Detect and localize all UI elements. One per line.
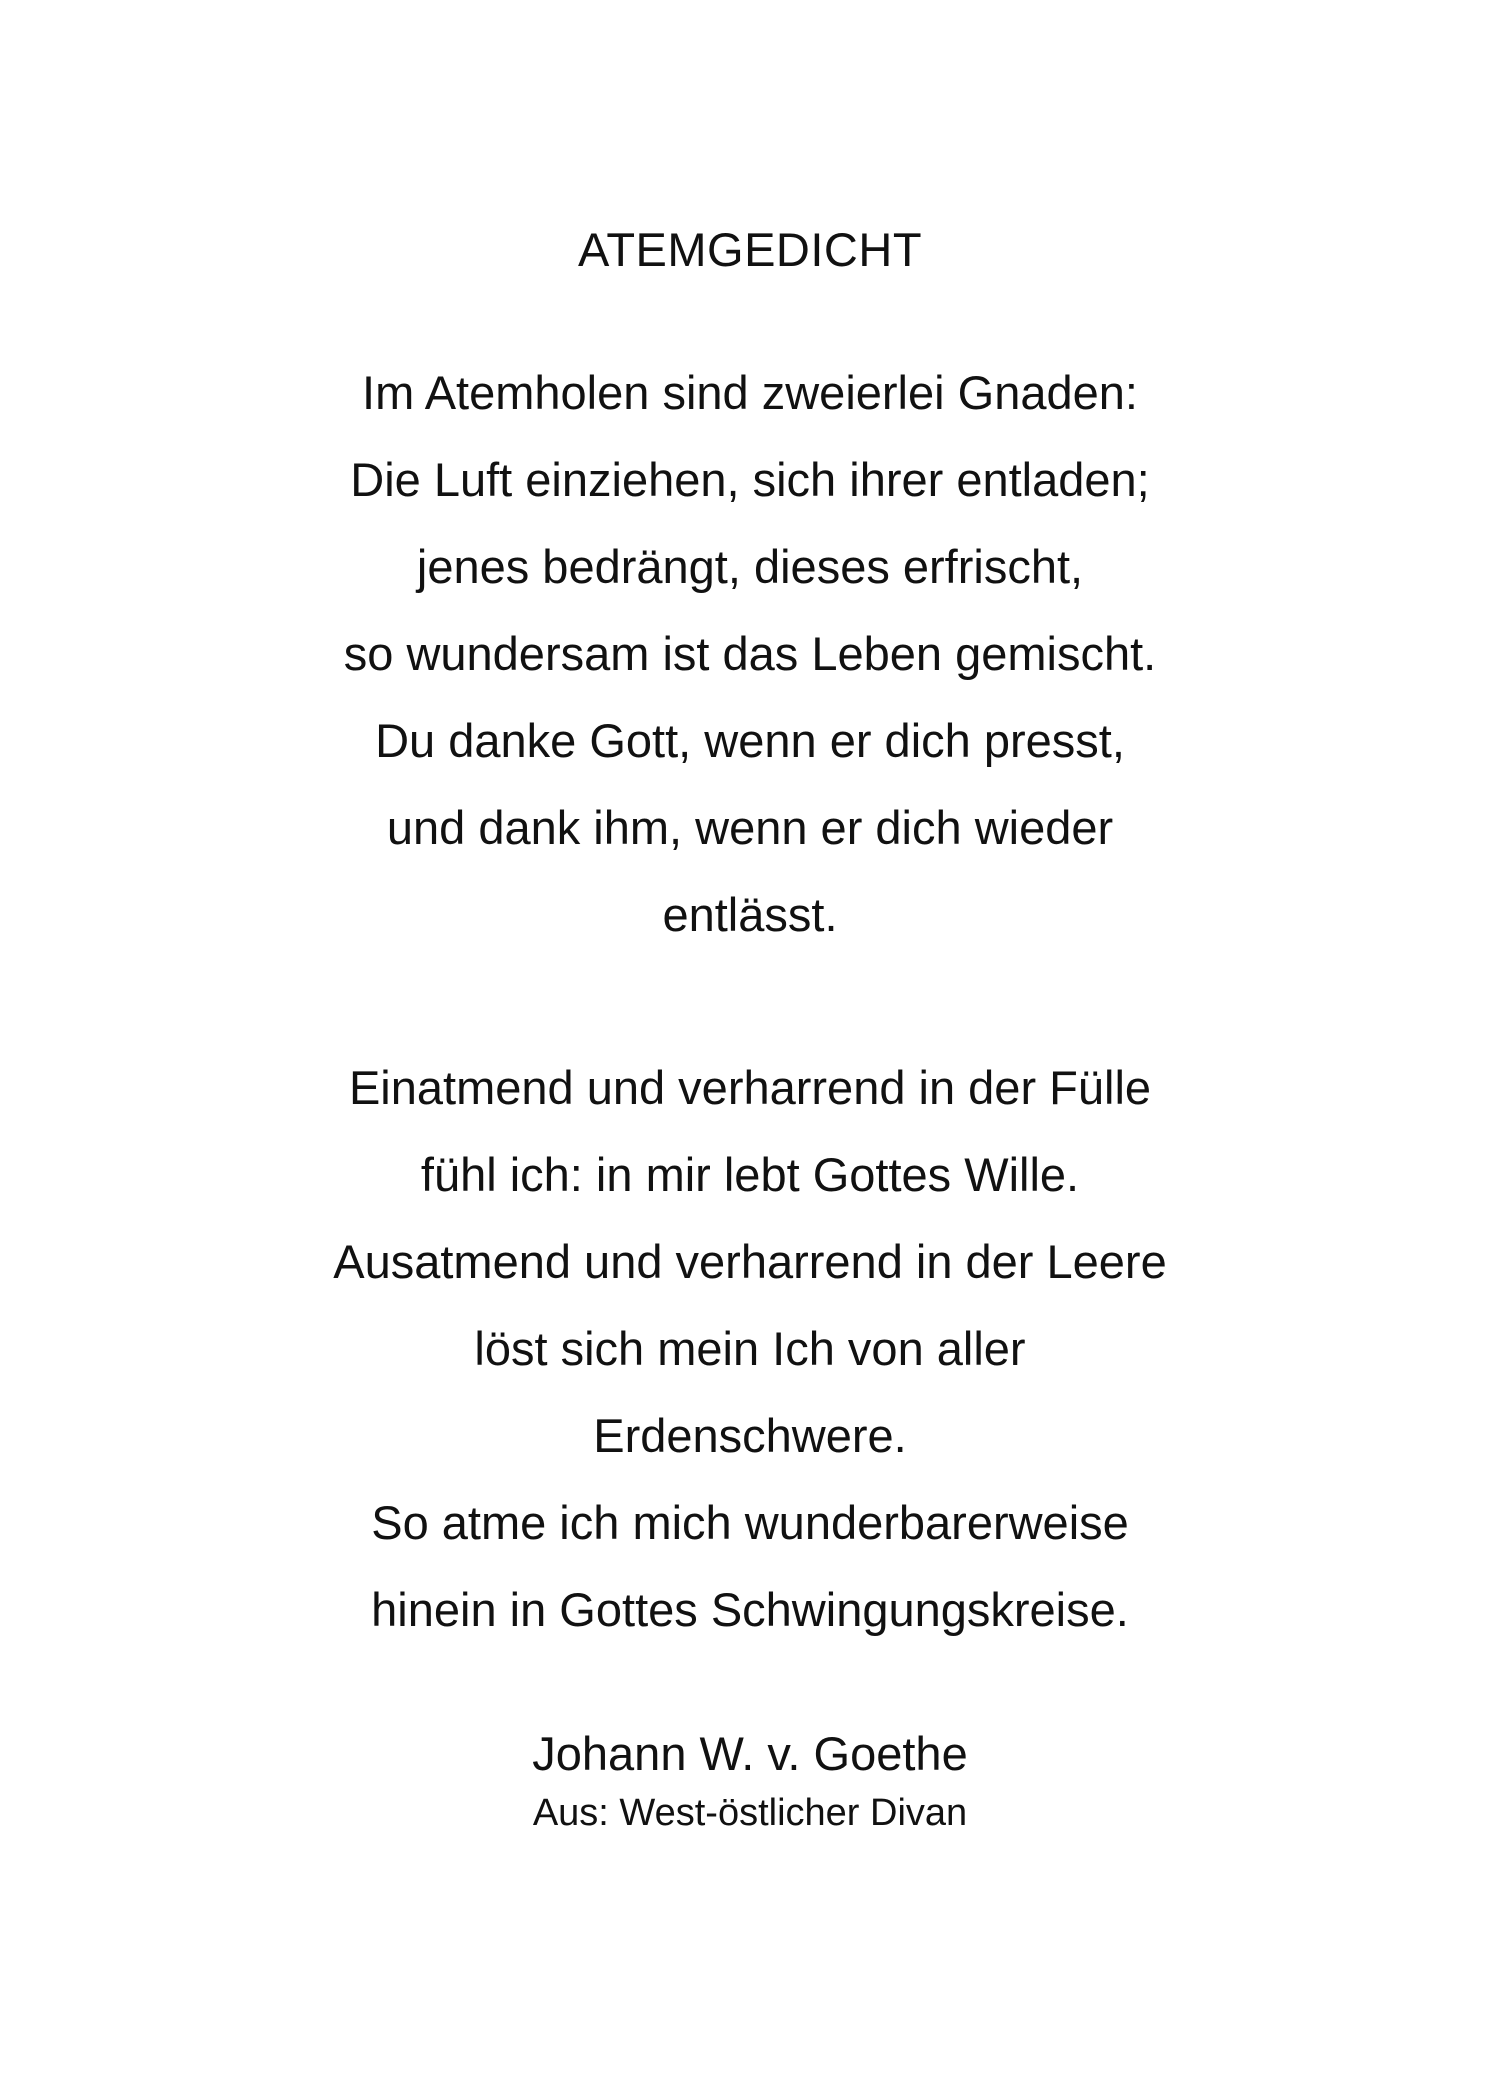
poem-title: ATEMGEDICHT <box>577 223 923 276</box>
poem-line: fühl ich: in mir lebt Gottes Wille. <box>420 1148 1080 1201</box>
poem-line: entlässt. <box>662 888 838 941</box>
poem-line: So atme ich mich wunderbarerweise <box>371 1496 1129 1549</box>
poem-line: und dank ihm, wenn er dich wieder <box>386 801 1114 854</box>
poem-source: Aus: West-östlicher Divan <box>532 1792 968 1834</box>
poem-line: so wundersam ist das Leben gemischt. <box>343 627 1157 680</box>
stanza-1 <box>0 349 1500 958</box>
poem-line: Einatmend und verharrend in der Fülle <box>348 1061 1152 1114</box>
poem-line: hinein in Gottes Schwingungskreise. <box>371 1583 1129 1636</box>
poem-line: Die Luft einziehen, sich ihrer entladen; <box>350 453 1150 506</box>
poem-line: Ausatmend und verharrend in der Leere <box>333 1235 1167 1288</box>
poem-line: löst sich mein Ich von aller <box>474 1322 1026 1375</box>
poem-line: Im Atemholen sind zweierlei Gnaden: <box>362 366 1138 419</box>
stanza-2 <box>0 1044 1500 1653</box>
poem-line: Erdenschwere. <box>593 1409 907 1462</box>
poem-line: Du danke Gott, wenn er dich presst, <box>375 714 1125 767</box>
poem-author: Johann W. v. Goethe <box>532 1727 968 1780</box>
poem-line: jenes bedrängt, dieses erfrischt, <box>416 540 1084 593</box>
